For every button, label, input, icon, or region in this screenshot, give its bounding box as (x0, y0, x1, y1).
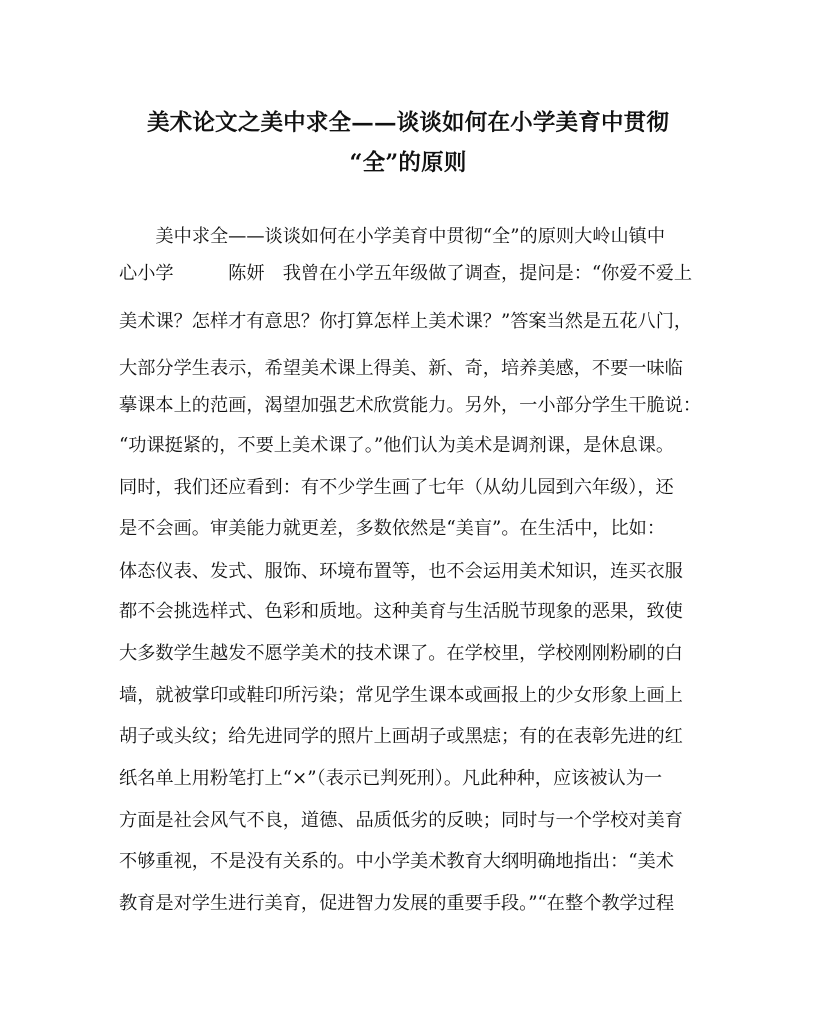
body-text-line: 不够重视，不是没有关系的。中小学美术教育大纲明确地指出：“美术 (119, 851, 674, 872)
body-text-line: 摹课本上的范画，渴望加强艺术欣赏能力。另外，一小部分学生干脆说： (119, 395, 702, 416)
body-text-line: 纸名单上用粉笔打上“×”（表示已判死刑）。凡此种种，应该被认为一 (119, 768, 663, 789)
document-title-line-1: 美术论文之美中求全——谈谈如何在小学美育中贯彻 (146, 110, 670, 136)
body-text-line: 方面是社会风气不良，道德、品质低劣的反映；同时与一个学校对美育 (119, 810, 683, 831)
body-text-line: 心小学 陈妍 我曾在小学五年级做了调查，提问是：“你爱不爱上 (119, 263, 693, 284)
body-text-line: 体态仪表、发式、服饰、环境布置等，也不会运用美术知识，连买衣服 (119, 561, 683, 582)
body-text-line: 是不会画。审美能力就更差，多数依然是“美盲”。在生活中，比如： (119, 518, 666, 539)
body-text-line: 都不会挑选样式、色彩和质地。这种美育与生活脱节现象的恶果，致使 (119, 601, 683, 622)
body-text-line: 美中求全——谈谈如何在小学美育中贯彻“全”的原则大岭山镇中 (119, 226, 666, 247)
document-title-line-2: “全”的原则 (349, 150, 467, 176)
body-text-line: “功课挺紧的，不要上美术课了。”他们认为美术是调剂课，是休息课。 (119, 435, 675, 456)
body-text-line: 教育是对学生进行美育，促进智力发展的重要手段。”“在整个教学过程 (119, 893, 675, 914)
body-text-line: 美术课？怎样才有意思？你打算怎样上美术课？”答案当然是五花八门， (119, 311, 693, 332)
body-text-line: 大部分学生表示，希望美术课上得美、新、奇，培养美感，不要一味临 (119, 358, 683, 379)
body-text-line: 大多数学生越发不愿学美术的技术课了。在学校里，学校刚刚粉刷的白 (119, 643, 683, 664)
body-text-line: 胡子或头纹；给先进同学的照片上画胡子或黑痣；有的在表彰先进的红 (119, 726, 683, 747)
body-text-line: 墙，就被掌印或鞋印所污染；常见学生课本或画报上的少女形象上画上 (119, 685, 683, 706)
body-text-line: 同时，我们还应看到：有不少学生画了七年（从幼儿园到六年级），还 (119, 477, 674, 498)
